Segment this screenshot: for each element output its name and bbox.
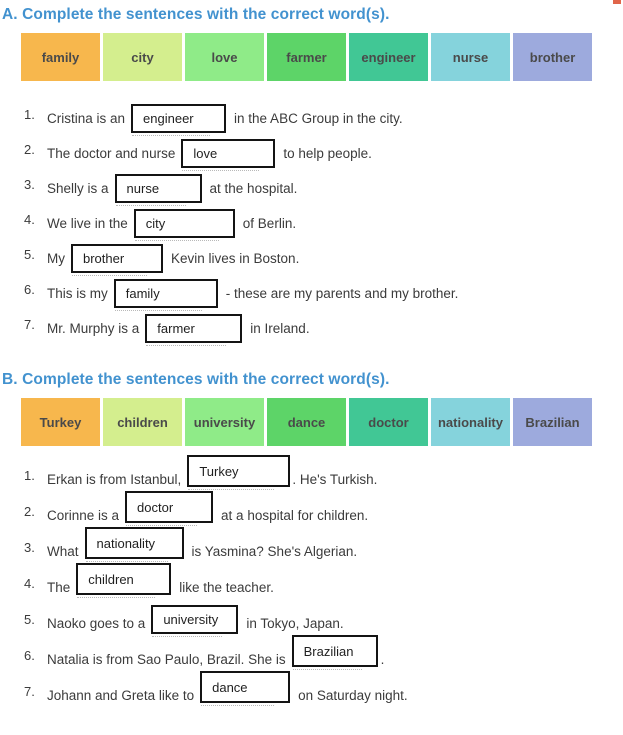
answer-box[interactable]: family	[114, 279, 218, 308]
sentence-text-pre: Erkan is from Istanbul,	[47, 471, 182, 487]
sentence-item	[24, 171, 623, 206]
sentence-number: 7.	[24, 683, 35, 699]
answer-box[interactable]: children	[76, 563, 171, 595]
word-tile-doctor[interactable]: doctor	[349, 398, 428, 446]
word-tile-nationality[interactable]: nationality	[431, 398, 510, 446]
word-tile-engineer[interactable]: engineer	[349, 33, 428, 81]
corner-artifact	[613, 0, 621, 4]
sentence-item	[24, 311, 623, 346]
answer-box[interactable]: love	[181, 139, 275, 168]
sentence-number: 2.	[24, 142, 35, 157]
sentence-item	[24, 206, 623, 241]
sentence-text-post: at a hospital for children.	[221, 507, 369, 523]
sentence-item	[24, 101, 623, 136]
word-tile-farmer[interactable]: farmer	[267, 33, 346, 81]
sentence-number: 3.	[24, 539, 35, 555]
sentence-text-pre: Johann and Greta like to	[47, 687, 195, 703]
word-tile-brother[interactable]: brother	[513, 33, 592, 81]
sentence-number: 5.	[24, 247, 35, 262]
sentence-item	[24, 569, 623, 605]
answer-box[interactable]: nurse	[115, 174, 202, 203]
word-bank-a	[21, 33, 623, 81]
sentence-text-post: in the ABC Group in the city.	[234, 111, 403, 126]
answer-box[interactable]: farmer	[145, 314, 242, 343]
sentence-number: 4.	[24, 212, 35, 227]
sentence-text-post: in Tokyo, Japan.	[246, 615, 344, 631]
sentence-text-pre: What	[47, 543, 79, 559]
word-tile-children[interactable]: children	[103, 398, 182, 446]
sentence-item	[24, 136, 623, 171]
answer-box[interactable]: engineer	[131, 104, 226, 133]
sentence-text-post: on Saturday night.	[298, 687, 408, 703]
word-tile-love[interactable]: love	[185, 33, 264, 81]
sentence-list-b	[24, 461, 623, 713]
sentence-number: 4.	[24, 575, 35, 591]
sentence-text-pre: We live in the	[47, 216, 128, 231]
sentence-text-pre: Mr. Murphy is a	[47, 321, 140, 336]
answer-box[interactable]: brother	[71, 244, 163, 273]
sentence-text-pre: Naoko goes to a	[47, 615, 146, 631]
sentence-list-a	[24, 101, 623, 346]
sentence-item	[24, 641, 623, 677]
sentence-text-pre: Shelly is a	[47, 181, 109, 196]
section-a	[2, 6, 623, 346]
sentence-text-pre: Corinne is a	[47, 507, 120, 523]
word-tile-brazilian[interactable]: Brazilian	[513, 398, 592, 446]
sentence-number: 6.	[24, 647, 35, 663]
section-b-title: B. Complete the sentences with the correct word(s).	[2, 371, 390, 388]
sentence-text-post: in Ireland.	[250, 321, 310, 336]
word-tile-family[interactable]: family	[21, 33, 100, 81]
sentence-text-pre: Natalia is from Sao Paulo, Brazil. She is	[47, 651, 286, 667]
sentence-item	[24, 276, 623, 311]
sentence-text-pre: The doctor and nurse	[47, 146, 176, 161]
sentence-text-pre: Cristina is an	[47, 111, 126, 126]
sentence-number: 1.	[24, 107, 35, 122]
sentence-item	[24, 241, 623, 276]
answer-box[interactable]: Brazilian	[292, 635, 378, 667]
answer-box[interactable]: city	[134, 209, 235, 238]
word-bank-b	[21, 398, 623, 446]
sentence-text-pre: The	[47, 579, 71, 595]
section-a-title: A. Complete the sentences with the correct word(s).	[2, 6, 390, 23]
sentence-text-pre: My	[47, 251, 65, 266]
answer-box[interactable]: university	[151, 605, 238, 634]
sentence-text-post: - these are my parents and my brother.	[225, 286, 459, 301]
word-tile-nurse[interactable]: nurse	[431, 33, 510, 81]
sentence-number: 6.	[24, 282, 35, 297]
word-tile-university[interactable]: university	[185, 398, 264, 446]
sentence-text-post: Kevin lives in Boston.	[171, 251, 300, 266]
answer-box[interactable]: nationality	[85, 527, 184, 559]
answer-box[interactable]: dance	[200, 671, 290, 703]
sentence-item	[24, 461, 623, 497]
sentence-text-pre: This is my	[47, 286, 108, 301]
sentence-text-post: is Yasmina? She's Algerian.	[191, 543, 358, 559]
word-tile-dance[interactable]: dance	[267, 398, 346, 446]
sentence-number: 3.	[24, 177, 35, 192]
sentence-text-post: like the teacher.	[179, 579, 274, 595]
sentence-text-post: .	[380, 651, 385, 667]
sentence-text-post: at the hospital.	[209, 181, 298, 196]
answer-box[interactable]: Turkey	[187, 455, 290, 487]
sentence-text-post: . He's Turkish.	[292, 471, 378, 487]
answer-box[interactable]: doctor	[125, 491, 213, 523]
section-b	[2, 371, 623, 713]
sentence-text-post: of Berlin.	[242, 216, 297, 231]
sentence-number: 1.	[24, 467, 35, 483]
word-tile-turkey[interactable]: Turkey	[21, 398, 100, 446]
sentence-text-post: to help people.	[283, 146, 372, 161]
sentence-number: 7.	[24, 317, 35, 332]
sentence-number: 2.	[24, 503, 35, 519]
sentence-item	[24, 677, 623, 713]
sentence-number: 5.	[24, 611, 35, 627]
word-tile-city[interactable]: city	[103, 33, 182, 81]
